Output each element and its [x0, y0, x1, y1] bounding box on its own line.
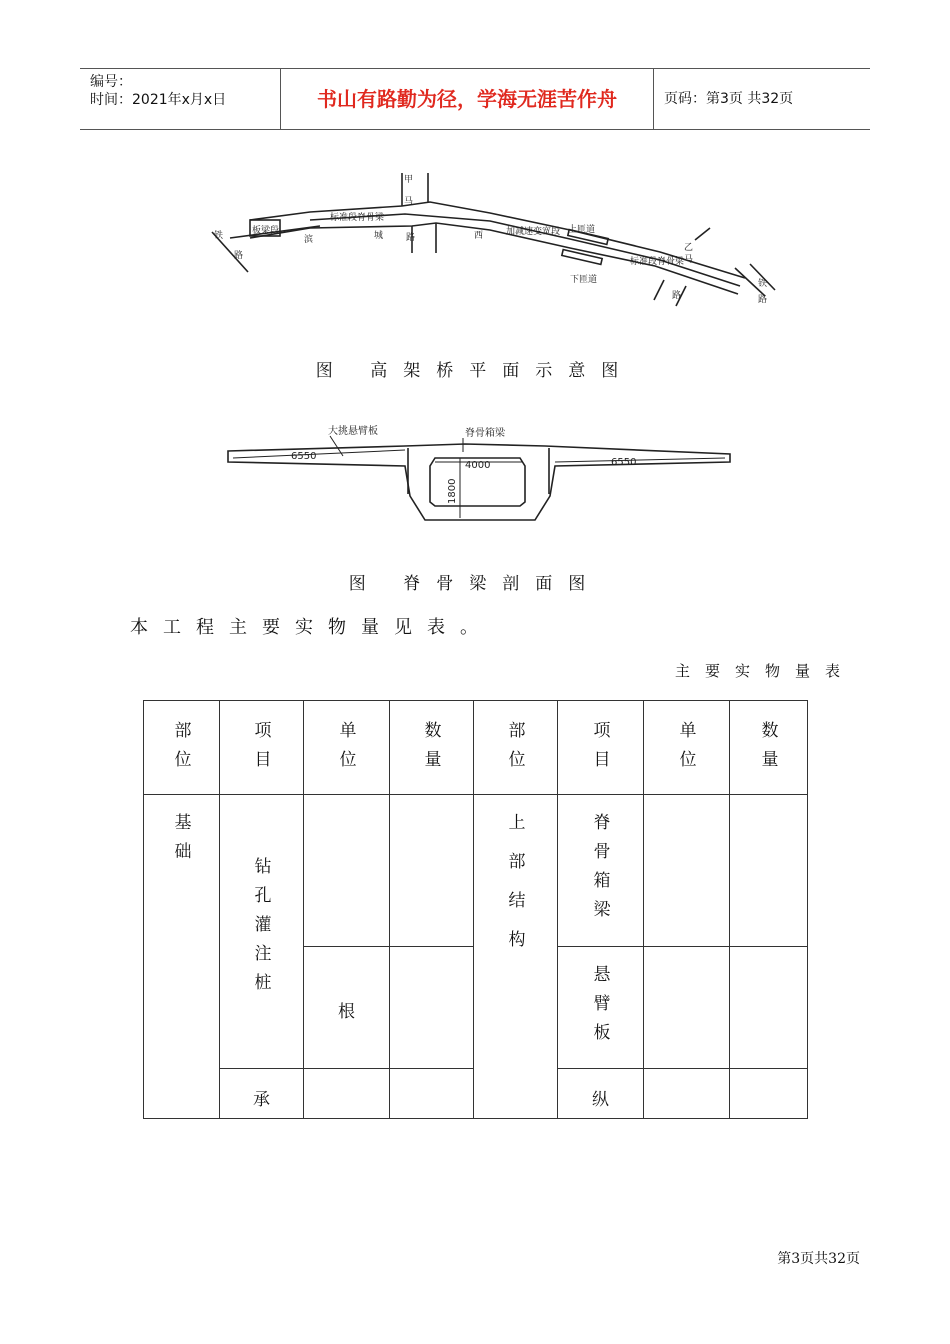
td-item-cheng: 承	[220, 1069, 304, 1119]
quantity-table	[143, 700, 808, 1119]
label-box-height: 1800	[447, 478, 458, 504]
label-tielu2: 路	[758, 295, 768, 305]
label-biaozhun1: 标准段脊骨梁	[330, 213, 385, 223]
label-bliang: 板梁段	[252, 226, 280, 236]
label-ma2: 马	[684, 255, 694, 265]
header-meta	[80, 69, 281, 129]
td-unit	[304, 795, 390, 947]
label-tie2: 铁	[758, 279, 768, 289]
td-qty	[730, 947, 808, 1069]
td-unit	[644, 947, 730, 1069]
td-item-left: 钻孔灌注桩	[220, 795, 304, 1069]
page-header	[80, 68, 870, 130]
label-right-span: 6550	[611, 457, 637, 468]
header-page-info: 页码：第3页 共32页	[664, 91, 794, 107]
label-lu1: 路	[406, 233, 416, 243]
td-item-right-3: 纵	[558, 1069, 644, 1119]
label-yi: 乙	[684, 243, 694, 253]
label-jiajian: 加减速变宽段	[506, 227, 561, 237]
table-title: 主要实物量表	[674, 662, 855, 680]
td-qty	[390, 947, 474, 1069]
th-cell: 单位	[644, 701, 730, 795]
header-motto: 书山有路勤为径，学海无涯苦作舟	[281, 69, 654, 129]
td-unit	[644, 795, 730, 947]
td-qty	[390, 795, 474, 947]
label-jia: 甲	[404, 175, 414, 185]
td-unit	[644, 1069, 730, 1119]
th-cell: 项目	[220, 701, 304, 795]
td-item-right-2: 悬臂板	[558, 947, 644, 1069]
label-ma1: 马	[404, 197, 414, 207]
label-box-width: 4000	[465, 460, 491, 471]
label-lu2: 路	[672, 291, 682, 301]
label-bin: 滨	[304, 235, 314, 245]
label-cantilever: 大挑悬臂板	[328, 426, 378, 437]
viaduct-plan-figure	[190, 168, 790, 318]
label-biaozhun2: 标准段脊骨梁	[630, 257, 685, 267]
th-cell: 数量	[730, 701, 808, 795]
td-qty	[390, 1069, 474, 1119]
box-girder-section-figure	[225, 418, 735, 528]
td-item-right-1: 脊骨箱梁	[558, 795, 644, 947]
label-left-span: 6550	[291, 451, 317, 462]
label-xia: 下匝道	[570, 275, 598, 285]
td-qty	[730, 1069, 808, 1119]
time-label: 时间：2021年x月x日	[90, 92, 227, 108]
td-unit-gen: 根	[304, 947, 390, 1069]
label-box: 脊骨箱梁	[465, 428, 505, 439]
td-part-right: 上部结构	[474, 795, 558, 1119]
label-tie1: 铁	[214, 231, 224, 241]
number-label: 编号：	[90, 74, 132, 90]
intro-text: 本工程主要实物量见表。	[130, 617, 493, 638]
label-shang: 上匝道	[568, 225, 596, 235]
label-cheng: 城	[374, 231, 384, 241]
figure2-caption: 图 脊骨梁剖面图	[348, 574, 602, 594]
page-footer: 第3页共32页	[777, 1251, 860, 1267]
th-cell: 项目	[558, 701, 644, 795]
th-cell: 数量	[390, 701, 474, 795]
th-cell: 部位	[474, 701, 558, 795]
th-cell: 单位	[304, 701, 390, 795]
td-part-left: 基础	[144, 795, 220, 1119]
label-xi: 西	[474, 231, 484, 241]
td-unit	[304, 1069, 390, 1119]
th-cell: 部位	[144, 701, 220, 795]
label-tielu1: 路	[234, 251, 244, 261]
figure1-caption: 图 高架桥平面示意图	[315, 361, 635, 381]
td-qty	[730, 795, 808, 947]
